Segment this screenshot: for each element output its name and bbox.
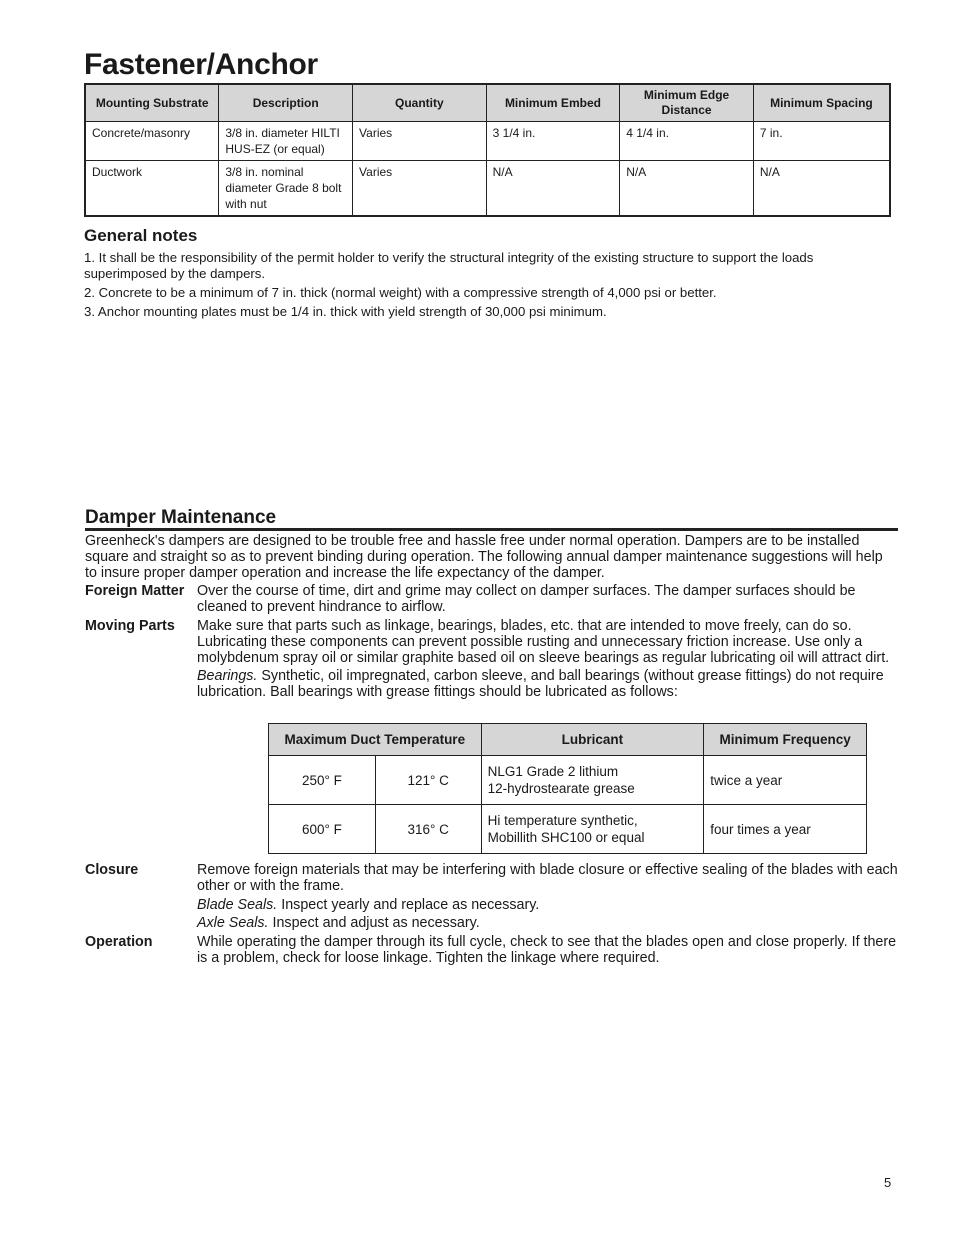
table-cell: Concrete/masonry <box>85 122 219 161</box>
column-header: Description <box>219 84 353 122</box>
foreign-matter-paragraph: Over the course of time, dirt and grime may collect on damper surfaces. The damper surfaces should be cleaned to prevent hindrance to airflow. <box>197 583 856 615</box>
column-header: Quantity <box>353 84 487 122</box>
lubricant-cell <box>481 805 704 854</box>
blade-seals-label: Blade Seals. <box>197 896 278 913</box>
foreign-matter-label: Foreign Matter <box>85 583 185 599</box>
blade-seals-text: Inspect yearly and replace as necessary. <box>277 896 540 913</box>
lubricant-line: Hi temperature synthetic, <box>487 813 638 828</box>
operation-label: Operation <box>85 934 153 950</box>
page-number: 5 <box>884 1175 892 1190</box>
lubricant-cell <box>481 756 704 805</box>
table-header-row <box>85 84 890 122</box>
general-note-item: 3. Anchor mounting plates must be 1/4 in. thick with yield strength of 30,000 psi minimum. <box>84 304 607 319</box>
fastener-anchor-table <box>84 83 891 217</box>
moving-parts-paragraph: Make sure that parts such as linkage, bearings, blades, etc. that are intended to move freely, can do so. Lubricating these components can prevent possible rusting and unnecessary friction increase. Use only a molybdenum spray oil or similar graphite based oil on sleeve bearings as regular lubricating oil will attract dirt. <box>197 618 890 666</box>
general-note-item: 1. It shall be the responsibility of the permit holder to verify the structural integrity of the existing structure to support the loads superimposed by the dampers. <box>84 250 814 281</box>
frequency-cell: four times a year <box>704 805 867 854</box>
column-header: Maximum Duct Temperature <box>269 724 482 756</box>
table-cell: Varies <box>353 122 487 161</box>
operation-paragraph: While operating the damper through its full cycle, check to see that the blades open and close properly. If there is a problem, check for loose linkage. Tighten the linkage where required. <box>197 934 897 966</box>
lubricant-line: 12-hydrostearate grease <box>487 781 635 796</box>
general-note-item: 2. Concrete to be a minimum of 7 in. thick (normal weight) with a compressive strength of 4,000 psi or better. <box>84 285 717 300</box>
table-cell: 3 1/4 in. <box>486 122 620 161</box>
damper-maintenance-heading: Damper Maintenance <box>85 507 277 528</box>
table-row <box>85 161 890 217</box>
table-header-row <box>269 724 867 756</box>
table-row <box>85 122 890 161</box>
table-cell: 3/8 in. diameter HILTI HUS-EZ (or equal) <box>219 122 353 161</box>
table-row <box>269 805 867 854</box>
axle-seals-text: Inspect and adjust as necessary. <box>268 915 480 932</box>
table-cell: 7 in. <box>753 122 890 161</box>
column-header: Lubricant <box>481 724 704 756</box>
moving-parts-label: Moving Parts <box>85 618 175 634</box>
bearings-paragraph <box>197 669 899 701</box>
temp-c-cell: 121° C <box>375 756 481 805</box>
column-header: Minimum Spacing <box>753 84 890 122</box>
closure-label: Closure <box>85 862 139 878</box>
lubricant-line: NLG1 Grade 2 lithium <box>487 764 619 779</box>
frequency-cell: twice a year <box>704 756 867 805</box>
table-cell: 3/8 in. nominal diameter Grade 8 bolt with nut <box>219 161 353 217</box>
foreign-matter-text <box>197 584 899 619</box>
operation-text <box>197 935 899 970</box>
general-notes-list <box>84 250 884 323</box>
temp-f-cell: 250° F <box>269 756 376 805</box>
temp-c-cell: 316° C <box>375 805 481 854</box>
table-cell: 4 1/4 in. <box>620 122 754 161</box>
table-cell: N/A <box>486 161 620 217</box>
damper-maintenance-intro: Greenheck's dampers are designed to be trouble free and hassle free under normal operation. Dampers are to be installed square and straight so as to prevent binding during operation. The following annual damper maintenance suggestions will help to insure proper damper operation and increase the life expectancy of the damper. <box>85 533 883 581</box>
section-divider <box>85 528 898 531</box>
table-row <box>269 756 867 805</box>
column-header: Mounting Substrate <box>85 84 219 122</box>
closure-text <box>197 863 899 935</box>
closure-paragraph: Remove foreign materials that may be interfering with blade closure or effective sealing of the blades with each other or with the frame. <box>197 862 898 894</box>
temp-f-cell: 600° F <box>269 805 376 854</box>
column-header: Minimum Edge Distance <box>620 84 754 122</box>
table-cell: N/A <box>620 161 754 217</box>
table-cell: N/A <box>753 161 890 217</box>
blade-seals-paragraph <box>197 898 899 914</box>
axle-seals-paragraph <box>197 916 899 932</box>
column-header: Minimum Frequency <box>704 724 867 756</box>
moving-parts-text <box>197 619 899 704</box>
general-notes-heading: General notes <box>84 226 198 245</box>
table-cell: Ductwork <box>85 161 219 217</box>
fastener-anchor-title: Fastener/Anchor <box>84 48 318 81</box>
bearings-label: Bearings. <box>197 668 258 685</box>
column-header: Minimum Embed <box>486 84 620 122</box>
lubrication-table <box>268 723 867 854</box>
table-cell: Varies <box>353 161 487 217</box>
axle-seals-label: Axle Seals. <box>197 915 269 932</box>
bearings-text: Synthetic, oil impregnated, carbon sleeve, and ball bearings (without grease fittings) do not require lubrication. Ball bearings with grease fittings should be lubricated as follows: <box>197 668 884 701</box>
lubricant-line: Mobillith SHC100 or equal <box>487 830 645 845</box>
